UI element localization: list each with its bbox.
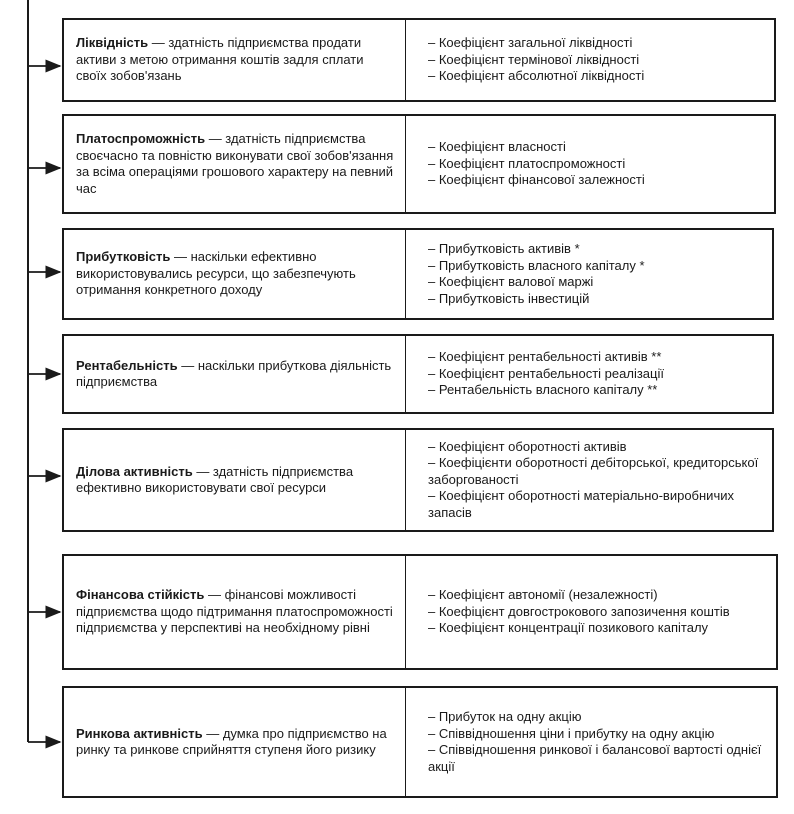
- section-metrics: [406, 20, 774, 100]
- section-definition: [64, 556, 406, 668]
- metric-item: – Коефіцієнт власності: [428, 139, 566, 155]
- metric-item: – Коефіцієнт довгострокового запозичення коштів: [428, 603, 730, 619]
- section-term: Ділова активність: [76, 463, 193, 479]
- section-description: — наскільки ефективно використовувались ресурси, що забезпечують отримання конкретного доходу: [76, 249, 356, 298]
- section-term: Фінансова стійкість: [76, 587, 205, 603]
- section-description: — наскільки прибуткова діяльність підприємства: [76, 357, 392, 389]
- metric-item: – Коефіцієнт фінансової залежності: [428, 172, 645, 188]
- section-definition: [64, 20, 406, 100]
- section-description: — здатність підприємства ефективно використовувати свої ресурси: [76, 463, 354, 495]
- metric-item: – Коефіцієнт абсолютної ліквідності: [428, 68, 645, 84]
- metric-item: – Коефіцієнти оборотності дебіторської, кредиторської заборгованості: [428, 455, 759, 487]
- section-business-activity: [62, 428, 774, 532]
- section-definition: [64, 230, 406, 318]
- section-definition: [64, 430, 406, 530]
- metric-item: – Прибутковість активів *: [428, 241, 580, 256]
- metric-item: – Коефіцієнт оборотності матеріально-виробничих запасів: [428, 488, 734, 520]
- section-market-activity: [62, 686, 778, 798]
- metric-item: – Коефіцієнт рентабельності активів **: [428, 349, 662, 365]
- section-metrics: [406, 336, 772, 412]
- section-metrics: [406, 430, 772, 530]
- section-financial-stability: [62, 554, 778, 670]
- section-return: [62, 334, 774, 414]
- metric-item: – Коефіцієнт загальної ліквідності: [428, 35, 633, 51]
- section-description: — здатність підприємства своєчасно та повністю виконувати свої зобов'язання за всіма операціями грошового характеру на певний час: [76, 131, 394, 196]
- section-liquidity: [62, 18, 776, 102]
- metric-item: – Коефіцієнт рентабельності реалізації: [428, 365, 664, 381]
- section-term: Ринкова активність: [76, 725, 203, 741]
- metric-item: – Прибутковість власного капіталу *: [428, 257, 645, 273]
- section-metrics: [406, 230, 772, 318]
- section-description: — думка про підприємство на ринку та ринкове сприйняття ступеня його ризику: [76, 725, 387, 757]
- section-metrics: [406, 688, 776, 796]
- section-definition: [64, 336, 406, 412]
- metric-item: – Співвідношення ціни і прибутку на одну акцію: [428, 725, 715, 741]
- metric-item: – Коефіцієнт концентрації позикового капіталу: [428, 620, 709, 636]
- section-description: — здатність підприємства продати активи з метою отримання коштів задля сплати своїх зобов'язань: [76, 35, 364, 84]
- metric-item: – Коефіцієнт оборотності активів: [428, 438, 627, 454]
- section-description: — фінансові можливості підприємства щодо підтримання платоспроможності підприємства у перспективі на необхідному рівні: [76, 587, 393, 636]
- section-profitability: [62, 228, 774, 320]
- section-solvency: [62, 114, 776, 214]
- metric-item: – Прибуток на одну акцію: [428, 709, 582, 724]
- section-term: Прибутковість: [76, 249, 171, 265]
- metric-item: – Рентабельність власного капіталу **: [428, 382, 658, 398]
- metric-item: – Коефіцієнт платоспроможності: [428, 155, 626, 171]
- metric-item: – Співвідношення ринкової і балансової вартості однієї акції: [428, 742, 762, 774]
- metric-item: – Прибутковість інвестицій: [428, 290, 590, 306]
- section-definition: [64, 116, 406, 212]
- section-term: Рентабельність: [76, 357, 178, 373]
- metric-item: – Коефіцієнт термінової ліквідності: [428, 51, 640, 67]
- section-term: Ліквідність: [76, 35, 149, 51]
- section-term: Платоспроможність: [76, 131, 206, 146]
- section-metrics: [406, 116, 774, 212]
- metric-item: – Коефіцієнт валової маржі: [428, 274, 594, 289]
- section-definition: [64, 688, 406, 796]
- section-metrics: [406, 556, 776, 668]
- metric-item: – Коефіцієнт автономії (незалежності): [428, 587, 658, 603]
